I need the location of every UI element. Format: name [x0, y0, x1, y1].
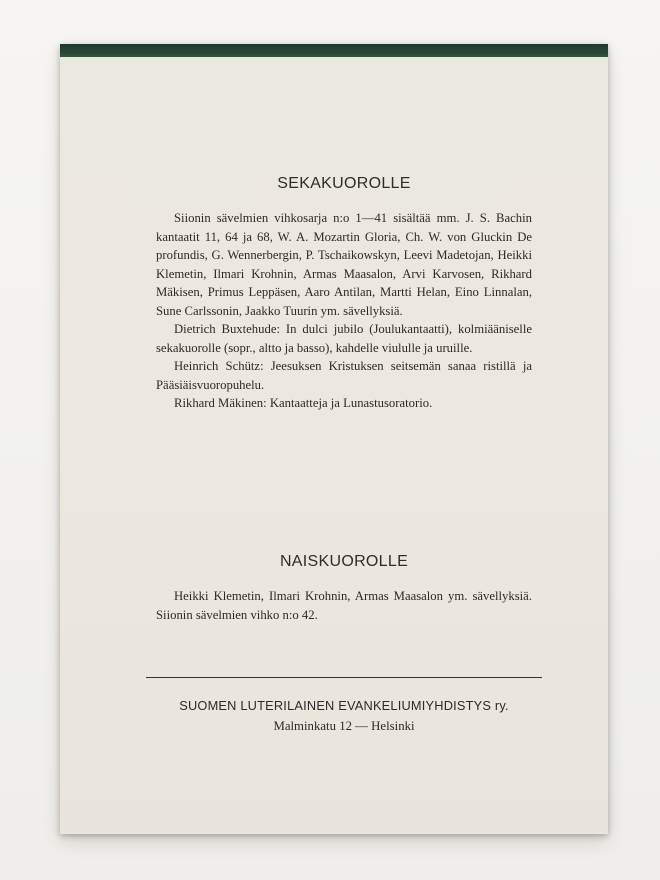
section-heading: SEKAKUOROLLE — [277, 175, 411, 192]
section-sekakuorolle — [156, 175, 532, 413]
cover-text-block — [156, 175, 532, 733]
paragraph: Heikki Klemetin, Ilmari Krohnin, Armas Maasalon ym. sävellyksiä. Siionin sävelmien vihko n:o 42. — [156, 589, 532, 622]
book-back-cover — [60, 44, 608, 834]
divider-rule — [146, 677, 542, 678]
cover-page — [60, 57, 608, 834]
publisher-name: SUOMEN LUTERILAINEN EVANKELIUMIYHDISTYS ry. — [179, 698, 509, 713]
paragraph: Heinrich Schütz: Jeesuksen Kristuksen seitsemän sanaa ristillä ja Pääsiäisvuoropuhelu. — [156, 359, 532, 392]
section-heading: NAISKUOROLLE — [279, 553, 409, 570]
section-naiskuorolle — [156, 553, 532, 624]
paragraph: Rikhard Mäkinen: Kantaatteja ja Lunastusoratorio. — [174, 396, 433, 410]
publisher-block — [126, 695, 562, 737]
publisher-address: Malminkatu 12 — Helsinki — [273, 719, 415, 733]
paragraph: Dietrich Buxtehude: In dulci jubilo (Joulukantaatti), kolmiääniselle sekakuorolle (sopr., altto ja basso), kahdelle viululle ja uruille. — [156, 322, 532, 355]
paragraph: Siionin sävelmien vihkosarja n:o 1—41 sisältää mm. J. S. Bachin kantaatit 11, 64 ja 68, W. A. Mozartin Gloria, Ch. W. von Gluckin De profundis, G. Wennerbergin, P. Tschaikowskyn, Leevi Madetojan, Heikki Klemetin, Ilmari Krohnin, Armas Maasalon, Arvi Karvosen, Rikhard Mäkisen, Primus Leppäsen, Aaro Antilan, Martti Helan, Eino Linnalan, Sune Carlssonin, Jaakko Tuurin ym. sävellyksiä. — [156, 211, 532, 318]
cover-spine-edge — [60, 44, 608, 58]
